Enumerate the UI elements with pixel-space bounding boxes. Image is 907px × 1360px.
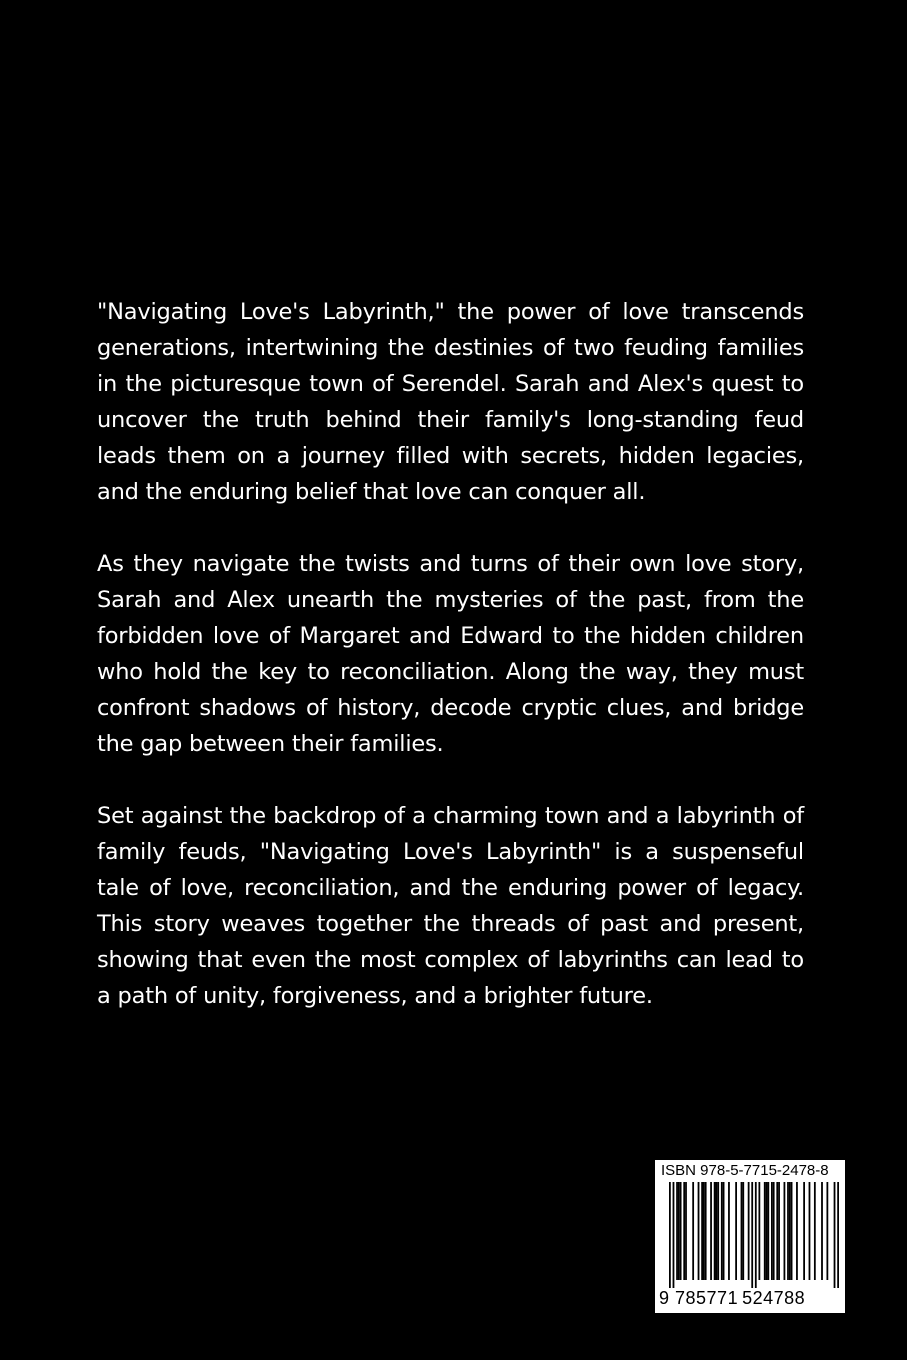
barcode-digit-lead: 9 bbox=[659, 1288, 670, 1308]
barcode-bar bbox=[751, 1182, 753, 1288]
barcode-bar bbox=[676, 1182, 678, 1280]
barcode-bar bbox=[803, 1182, 805, 1280]
barcode-bar bbox=[809, 1182, 811, 1280]
barcode-bar bbox=[837, 1182, 839, 1288]
barcode-digits-left: 785771 bbox=[675, 1288, 739, 1308]
barcode-bar bbox=[771, 1182, 773, 1280]
barcode-bar bbox=[714, 1182, 716, 1280]
barcode-bar bbox=[742, 1182, 744, 1280]
barcode-bars bbox=[669, 1182, 839, 1288]
barcode-bar bbox=[826, 1182, 828, 1280]
barcode-bar bbox=[741, 1182, 743, 1280]
blurb-paragraph-3: Set against the backdrop of a charming town and a labyrinth of family feuds, "Navigating Love's Labyrinth" is a suspenseful tale of love, reconciliation, and the enduring power of legacy. This story weaves together the threads of past and present, showing that even the most complex of labyrinths can lead to a path of unity, forgiveness, and a brighter future. bbox=[97, 803, 804, 1009]
barcode-bar bbox=[789, 1182, 791, 1280]
barcode-bar bbox=[778, 1182, 780, 1280]
barcode-bar bbox=[796, 1182, 798, 1280]
barcode-bar bbox=[703, 1182, 705, 1280]
isbn-barcode bbox=[655, 1160, 845, 1313]
barcode-bar bbox=[721, 1182, 723, 1280]
barcode-bar bbox=[710, 1182, 712, 1280]
barcode-bar bbox=[683, 1182, 685, 1280]
blurb-paragraph-2: As they navigate the twists and turns of their own love story, Sarah and Alex unearth the mysteries of the past, from the forbidden love of Margaret and Edward to the hidden children who hold the key to reconciliation. Along the way, they must confront shadows of history, decode cryptic clues, and bridge the gap between their families. bbox=[97, 551, 804, 757]
barcode-bar bbox=[791, 1182, 793, 1280]
barcode-digits bbox=[659, 1288, 805, 1309]
barcode-bar bbox=[716, 1182, 718, 1280]
barcode-bar bbox=[692, 1182, 694, 1280]
barcode-bar bbox=[767, 1182, 769, 1280]
barcode-bar bbox=[698, 1182, 700, 1280]
barcode-bar bbox=[776, 1182, 778, 1280]
barcode-bar bbox=[758, 1182, 760, 1280]
barcode-bar bbox=[784, 1182, 786, 1280]
barcode-bar bbox=[748, 1182, 750, 1280]
barcode-bar bbox=[834, 1182, 836, 1288]
barcode-bar bbox=[755, 1182, 757, 1288]
barcode-bar bbox=[814, 1182, 816, 1280]
barcode-bar bbox=[764, 1182, 766, 1280]
barcode-bar bbox=[701, 1182, 703, 1280]
barcode-bar bbox=[669, 1182, 671, 1288]
blurb-paragraph-1: "Navigating Love's Labyrinth," the power of love transcends generations, intertwining the destinies of two feuding families in the picturesque town of Serendel. Sarah and Alex's quest to uncover the truth behind their family's long-standing feud leads them on a journey filled with secrets, hidden legacies, and the enduring belief that love can conquer all. bbox=[97, 299, 804, 505]
barcode-bar bbox=[723, 1182, 725, 1280]
barcode-bar bbox=[728, 1182, 730, 1280]
barcode-bar bbox=[773, 1182, 775, 1280]
barcode-digits-right: 524788 bbox=[742, 1288, 806, 1308]
back-cover-blurb bbox=[97, 294, 804, 1014]
barcode-bar bbox=[717, 1182, 719, 1280]
barcode-bar bbox=[680, 1182, 682, 1280]
barcode-bar bbox=[766, 1182, 768, 1280]
barcode-bar bbox=[673, 1182, 675, 1288]
barcode-bar bbox=[787, 1182, 789, 1280]
barcode-bar bbox=[705, 1182, 707, 1280]
barcode-bar bbox=[685, 1182, 687, 1280]
barcode-bar bbox=[735, 1182, 737, 1280]
barcode-bar bbox=[821, 1182, 823, 1280]
isbn-label: ISBN 978-5-7715-2478-8 bbox=[661, 1162, 829, 1179]
barcode-bar bbox=[678, 1182, 680, 1280]
